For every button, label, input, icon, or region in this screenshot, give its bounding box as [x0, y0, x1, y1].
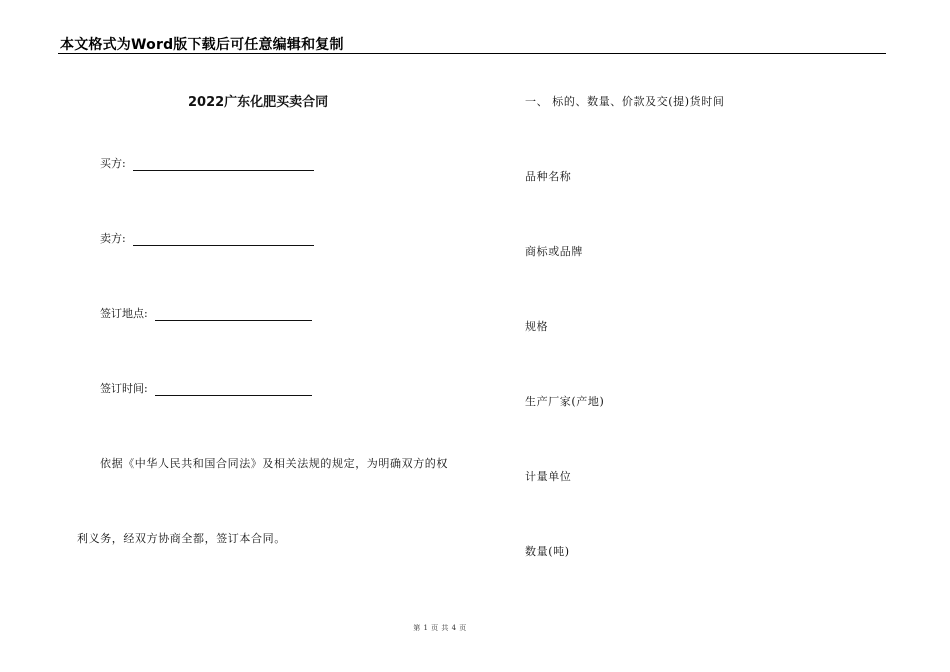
- header-text: 本文格式为Word版下载后可任意编辑和复制: [60, 37, 344, 53]
- signing-time-blank-line: [155, 383, 312, 396]
- signing-time-field: [100, 380, 312, 396]
- buyer-blank-line: [133, 158, 314, 171]
- document-title: 2022广东化肥买卖合同: [188, 95, 329, 110]
- header-rule: [58, 53, 886, 54]
- manufacturer-label: 生产厂家(产地): [525, 395, 605, 408]
- signing-place-label: 签订地点:: [100, 307, 148, 320]
- specification-label: 规格: [525, 320, 549, 333]
- signing-place-field: [100, 305, 312, 321]
- brand-label: 商标或品牌: [525, 245, 583, 258]
- unit-label: 计量单位: [525, 470, 572, 483]
- section-heading: 一、 标的、数量、价款及交(提)货时间: [525, 95, 725, 108]
- paragraph-line-1: 依据《中华人民共和国合同法》及相关法规的规定，为明确双方的权: [100, 457, 448, 470]
- page-number: 第 1 页 共 4 页: [413, 624, 467, 632]
- buyer-label: 买方:: [100, 157, 126, 170]
- paragraph-line-2: 利义务，经双方协商全都，签订本合同。: [77, 532, 286, 545]
- seller-label: 卖方:: [100, 232, 126, 245]
- buyer-field: [100, 155, 314, 171]
- signing-time-label: 签订时间:: [100, 382, 148, 395]
- signing-place-blank-line: [155, 308, 312, 321]
- seller-field: [100, 230, 314, 246]
- quantity-label: 数量(吨): [525, 545, 570, 558]
- product-name-label: 品种名称: [525, 170, 572, 183]
- seller-blank-line: [133, 233, 314, 246]
